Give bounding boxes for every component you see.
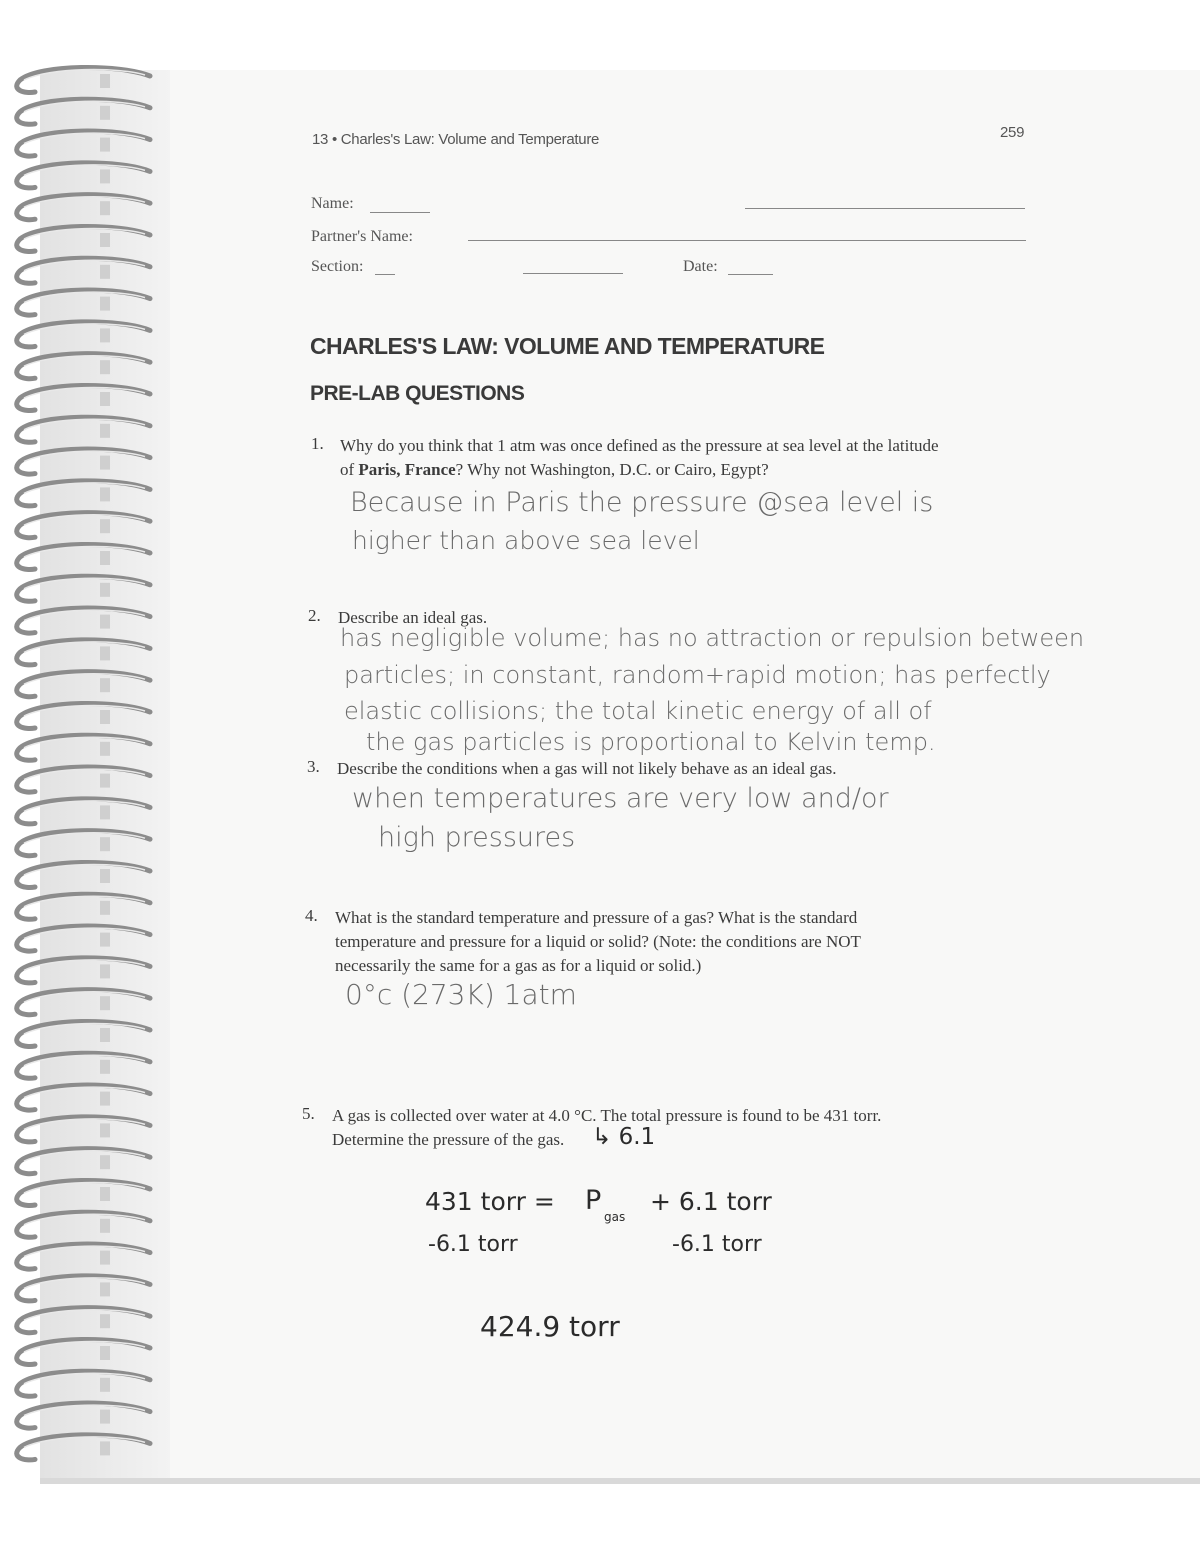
question-1-line-1: Why do you think that 1 atm was once defined as the pressure at sea level at the latitude — [340, 436, 939, 455]
binding-hole — [100, 328, 110, 342]
work-equation-p: P — [585, 1185, 602, 1216]
page-number: 259 — [1000, 124, 1025, 141]
question-5-line-1: A gas is collected over water at 4.0 °C. The total pressure is found to be 431 torr. — [332, 1106, 882, 1125]
work-result: 424.9 torr — [480, 1310, 620, 1343]
binding-hole — [100, 1441, 110, 1455]
binding-hole — [100, 138, 110, 152]
spiral-binding — [0, 60, 175, 1480]
answer-1-line-2: higher than above sea level — [352, 526, 700, 555]
binding-hole — [100, 1123, 110, 1137]
work-equation-left: 431 torr = — [425, 1187, 555, 1216]
binding-hole — [100, 169, 110, 183]
binding-hole — [100, 742, 110, 756]
question-3-line-1: Describe the conditions when a gas will not likely behave as an ideal gas. — [337, 759, 837, 778]
binding-hole — [100, 551, 110, 565]
binding-hole — [100, 297, 110, 311]
question-4-number: 4. — [305, 906, 318, 925]
date-line — [728, 274, 773, 275]
binding-hole — [100, 901, 110, 915]
binding-hole — [100, 869, 110, 883]
chapter-header: 13 • Charles's Law: Volume and Temperature — [312, 131, 600, 148]
binding-hole — [100, 837, 110, 851]
work-subtract-left: -6.1 torr — [428, 1232, 518, 1257]
binding-hole — [100, 1155, 110, 1169]
section-line-b — [523, 273, 623, 274]
binding-hole — [100, 678, 110, 692]
answer-4: 0°c (273K) 1atm — [345, 978, 577, 1011]
binding-hole — [100, 1346, 110, 1360]
binding-hole — [100, 996, 110, 1010]
question-2-number: 2. — [308, 606, 321, 625]
answer-2-line-2: particles; in constant, random+rapid motion; has perfectly — [344, 661, 1051, 689]
work-equation-right: + 6.1 torr — [650, 1187, 772, 1216]
section-line-a — [375, 274, 395, 275]
binding-hole — [100, 1028, 110, 1042]
binding-hole — [100, 201, 110, 215]
question-4-line-2: temperature and pressure for a liquid or solid? (Note: the conditions are NOT — [335, 932, 861, 951]
binding-hole — [100, 1282, 110, 1296]
question-3-number: 3. — [307, 757, 320, 776]
binding-hole — [100, 456, 110, 470]
question-4-line-3: necessarily the same for a gas as for a liquid or solid.) — [335, 956, 702, 975]
page-edge — [40, 1478, 1200, 1484]
name-label: Name: — [311, 195, 354, 212]
partner-name-line — [468, 240, 1026, 241]
binding-hole — [100, 805, 110, 819]
binding-hole — [100, 1251, 110, 1265]
section-label: Section: — [311, 258, 364, 275]
binding-hole — [100, 360, 110, 374]
answer-5-note: ↳ 6.1 — [592, 1124, 656, 1150]
binding-hole — [100, 1219, 110, 1233]
work-subtract-right: -6.1 torr — [672, 1232, 762, 1257]
question-5-number: 5. — [302, 1104, 315, 1123]
binding-hole — [100, 710, 110, 724]
binding-hole — [100, 1187, 110, 1201]
binding-hole — [100, 1092, 110, 1106]
question-2-line-1: Describe an ideal gas. — [338, 608, 488, 627]
binding-hole — [100, 933, 110, 947]
answer-2-line-1: has negligible volume; has no attraction or repulsion between — [340, 624, 1085, 652]
name-line-a — [370, 212, 430, 213]
section-subtitle: PRE-LAB QUESTIONS — [310, 382, 525, 405]
binding-hole — [100, 74, 110, 88]
answer-2-line-3: elastic collisions; the total kinetic energy of all of — [344, 697, 932, 725]
binding-hole — [100, 1410, 110, 1424]
binding-hole — [100, 1314, 110, 1328]
question-1-number: 1. — [311, 434, 324, 453]
question-1-line-2: of Paris, France? Why not Washington, D.C. or Cairo, Egypt? — [340, 460, 769, 479]
binding-hole — [100, 646, 110, 660]
binding-hole — [100, 1378, 110, 1392]
binding-hole — [100, 487, 110, 501]
binding-hole — [100, 774, 110, 788]
answer-3-line-1: when temperatures are very low and/or — [352, 783, 889, 814]
binding-hole — [100, 1060, 110, 1074]
answer-3-line-2: high pressures — [378, 822, 576, 853]
partner-name-label: Partner's Name: — [311, 228, 413, 245]
binding-hole — [100, 265, 110, 279]
binding-hole — [100, 583, 110, 597]
binding-hole — [100, 964, 110, 978]
question-4-line-1: What is the standard temperature and pressure of a gas? What is the standard — [335, 908, 858, 927]
binding-hole — [100, 519, 110, 533]
binding-hole — [100, 615, 110, 629]
date-label: Date: — [683, 258, 718, 275]
binding-hole — [100, 233, 110, 247]
work-equation-subscript: gas — [604, 1210, 626, 1224]
answer-2-line-4: the gas particles is proportional to Kelvin temp. — [366, 728, 936, 756]
answer-1-line-1: Because in Paris the pressure @sea level is — [350, 487, 934, 518]
name-line-b — [745, 208, 1025, 209]
page-title: CHARLES'S LAW: VOLUME AND TEMPERATURE — [310, 333, 825, 359]
question-5-line-2: Determine the pressure of the gas. — [332, 1130, 565, 1149]
binding-hole — [100, 106, 110, 120]
binding-hole — [100, 392, 110, 406]
binding-hole — [100, 424, 110, 438]
